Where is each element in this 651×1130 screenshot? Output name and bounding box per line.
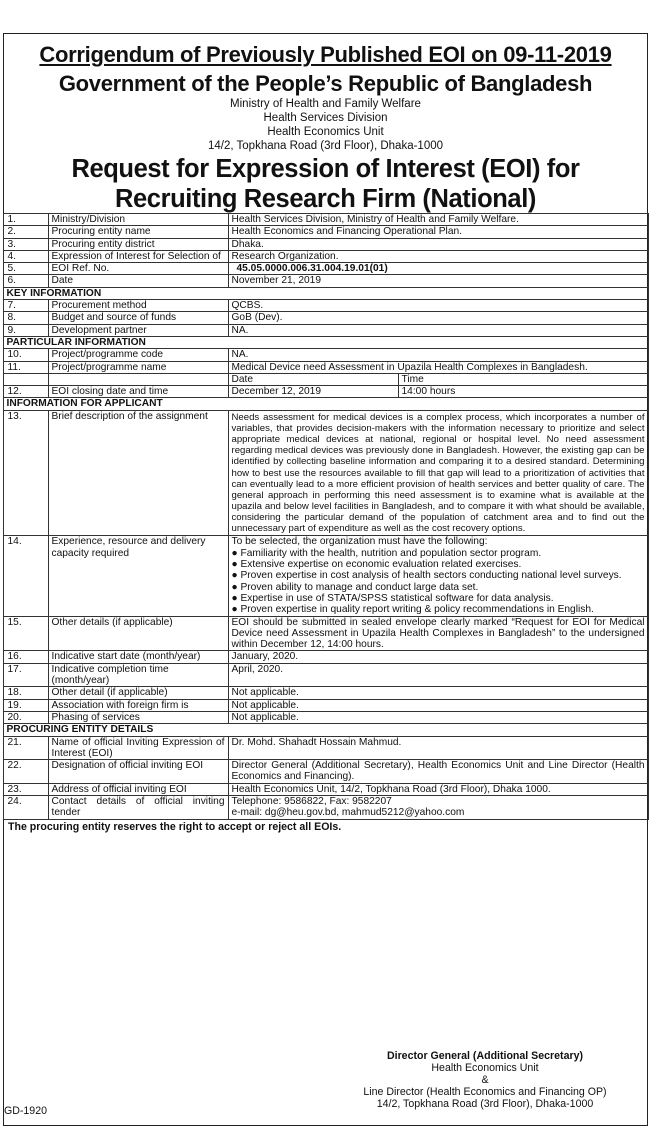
table-row (3, 263, 648, 275)
row-number: 4. (3, 250, 48, 262)
row-number: 9. (3, 324, 48, 336)
row-label: Procuring entity name (48, 226, 228, 238)
contact-phone: Telephone: 9586822, Fax: 9582207 (231, 796, 392, 807)
notice-header (4, 42, 647, 213)
eoi-notice (3, 33, 648, 1126)
official-name: Dr. Mohd. Shahadt Hossain Mahmud. (228, 736, 648, 760)
signatory-address: 14/2, Topkhana Road (3rd Floor), Dhaka-1000 (376, 1098, 594, 1110)
row-label: EOI closing date and time (48, 386, 228, 398)
row-label: Project/programme code (48, 349, 228, 361)
row-label: Phasing of services (48, 711, 228, 723)
row-number: 21. (3, 736, 48, 760)
reserve-rights-note: The procuring entity reserves the right to accept or reject all EOIs. (8, 820, 342, 833)
table-row (3, 711, 648, 723)
section-key-information: KEY INFORMATION (3, 287, 648, 299)
office-address: 14/2, Topkhana Road (3rd Floor), Dhaka-1000 (207, 140, 444, 152)
row-number: 22. (3, 760, 48, 784)
requirement-item: ● Expertise in use of STATA/SPSS statistical software for data analysis. (231, 592, 554, 604)
row-number: 1. (3, 214, 48, 226)
time-column-header: Time (398, 373, 648, 385)
table-row (3, 616, 648, 651)
table-row (3, 651, 648, 663)
row-value: Not applicable. (228, 687, 648, 699)
row-label: Address of official inviting EOI (48, 783, 228, 795)
row-number-empty (3, 373, 48, 385)
row-value: Medical Device need Assessment in Upazila Health Complexes in Bangladesh. (228, 361, 648, 373)
requirement-item: ● Proven expertise in cost analysis of health sectors conducting national level surveys. (231, 570, 622, 582)
table-row (3, 699, 648, 711)
ministry-name: Ministry of Health and Family Welfare (230, 98, 421, 110)
row-label-empty (48, 373, 228, 385)
unit-name: Health Economics Unit (267, 126, 384, 138)
row-number: 13. (3, 410, 48, 536)
row-label: Contact details of official inviting tender (48, 796, 228, 820)
row-label: Other detail (if applicable) (48, 687, 228, 699)
row-label: Experience, resource and delivery capacity required (48, 536, 228, 616)
section-information-for-applicant: INFORMATION FOR APPLICANT (3, 398, 648, 410)
row-number: 7. (3, 300, 48, 312)
corrigendum-title: Corrigendum of Previously Published EOI on 09-11-2019 (39, 42, 612, 67)
table-row (3, 275, 648, 287)
eoi-title-line2: Recruiting Research Firm (National) (114, 185, 536, 213)
row-value: Research Organization. (228, 250, 648, 262)
table-row (3, 361, 648, 373)
assignment-description: Needs assessment for medical devices is a complex process, which incorporates a number of variables, that provides decision-makers with the information necessary to prioritize and select appropriate medical devices at national, regional or hospital level. No need assessment regarding medical devices was previously done in Bangladesh. However, the existing gap can be identified by collecting baseline information and comparing it to a desired standard. Determining how to best use the resources available to fill that gap will lead to a prioritization of activities that can eventually lead to a more efficient provision of health services and better quality of care. The general approach in performing this need assessment is to examine what is available at the upazila and below level facilities in Bangladesh, and to compare it with what should be available, considering the particular demand of the population of catchment area and to find out the unnecessary part of expenditure as well as the cost recovery options. (228, 410, 648, 536)
row-number: 16. (3, 651, 48, 663)
table-row (3, 687, 648, 699)
row-label: Development partner (48, 324, 228, 336)
row-number: 6. (3, 275, 48, 287)
row-value: GoB (Dev). (228, 312, 648, 324)
row-label: Indicative start date (month/year) (48, 651, 228, 663)
table-row (3, 238, 648, 250)
section-particular-information: PARTICULAR INFORMATION (3, 336, 648, 348)
table-row (3, 312, 648, 324)
requirement-item: ● Extensive expertise on economic evaluation related exercises. (231, 559, 522, 571)
row-value: Dhaka. (228, 238, 648, 250)
section-procuring-entity-details: PROCURING ENTITY DETAILS (3, 724, 648, 736)
eoi-title-line1: Request for Expression of Interest (EOI) for (71, 155, 580, 183)
table-row (3, 349, 648, 361)
section-header (3, 287, 648, 299)
row-label: Association with foreign firm is (48, 699, 228, 711)
row-number: 19. (3, 699, 48, 711)
row-value: Health Services Division, Ministry of Health and Family Welfare. (228, 214, 648, 226)
signature-block (320, 1050, 650, 1110)
row-label: Expression of Interest for Selection of (48, 250, 228, 262)
signatory-unit: Health Economics Unit (431, 1062, 539, 1074)
row-value: January, 2020. (228, 651, 648, 663)
government-title: Government of the People’s Republic of Bangladesh (58, 71, 593, 96)
row-value: Not applicable. (228, 699, 648, 711)
eoi-table (3, 213, 649, 820)
row-value: Not applicable. (228, 711, 648, 723)
row-value: April, 2020. (228, 663, 648, 687)
closing-time: 14:00 hours (398, 386, 648, 398)
signatory-ampersand: & (481, 1074, 489, 1086)
eoi-ref-number: 45.05.0000.006.31.004.19.01(01) (228, 263, 648, 275)
table-row (3, 300, 648, 312)
official-address: Health Economics Unit, 14/2, Topkhana Road (3rd Floor), Dhaka 1000. (228, 783, 648, 795)
table-row (3, 536, 648, 616)
table-row (3, 783, 648, 795)
table-row (3, 214, 648, 226)
signatory-title: Director General (Additional Secretary) (386, 1050, 584, 1062)
section-header (3, 724, 648, 736)
row-label: Brief description of the assignment (48, 410, 228, 536)
date-column-header: Date (228, 373, 398, 385)
table-row (3, 386, 648, 398)
row-value: NA. (228, 349, 648, 361)
row-label: Procuring entity district (48, 238, 228, 250)
footer-code: GD-1920 (4, 1105, 47, 1117)
row-number: 11. (3, 361, 48, 373)
row-number: 23. (3, 783, 48, 795)
closing-date: December 12, 2019 (228, 386, 398, 398)
row-number: 10. (3, 349, 48, 361)
row-value: Health Economics and Financing Operational Plan. (228, 226, 648, 238)
contact-details (228, 796, 648, 820)
row-number: 18. (3, 687, 48, 699)
table-row (3, 796, 648, 820)
row-number: 14. (3, 536, 48, 616)
row-number: 24. (3, 796, 48, 820)
section-header (3, 398, 648, 410)
table-row (3, 250, 648, 262)
row-label: Other details (if applicable) (48, 616, 228, 651)
row-label: Project/programme name (48, 361, 228, 373)
row-number: 17. (3, 663, 48, 687)
row-number: 15. (3, 616, 48, 651)
row-value: NA. (228, 324, 648, 336)
requirement-item: ● Familiarity with the health, nutrition and population sector program. (231, 547, 542, 559)
section-header (3, 336, 648, 348)
table-row (3, 410, 648, 536)
contact-email[interactable]: e-mail: dg@heu.gov.bd, mahmud5212@yahoo.com (231, 807, 465, 819)
row-number: 2. (3, 226, 48, 238)
row-label: Name of official Inviting Expression of Interest (EOI) (48, 736, 228, 760)
row-label: Designation of official inviting EOI (48, 760, 228, 784)
table-row (3, 373, 648, 385)
row-label: Ministry/Division (48, 214, 228, 226)
row-value: QCBS. (228, 300, 648, 312)
table-row (3, 226, 648, 238)
requirement-item: ● Proven ability to manage and conduct large data set. (231, 581, 479, 593)
row-number: 5. (3, 263, 48, 275)
submission-details: EOI should be submitted in sealed envelope clearly marked “Request for EOI for Medical Device need Assessment in Upazila Health Complexes in Bangladesh” to the undersigned within December 12, 14:00 hours. (228, 616, 648, 651)
row-number: 20. (3, 711, 48, 723)
row-number: 3. (3, 238, 48, 250)
requirements-list (228, 536, 648, 616)
row-label: Date (48, 275, 228, 287)
division-name: Health Services Division (263, 112, 388, 124)
row-label: EOI Ref. No. (48, 263, 228, 275)
requirement-item: ● Proven expertise in quality report writing & policy recommendations in English. (231, 604, 594, 616)
official-designation: Director General (Additional Secretary), Health Economics Unit and Line Director (Health Economics and Financing). (228, 760, 648, 784)
signatory-line-director: Line Director (Health Economics and Financing OP) (363, 1086, 607, 1098)
table-row (3, 760, 648, 784)
row-label: Procurement method (48, 300, 228, 312)
requirements-intro: To be selected, the organization must have the following: (231, 536, 488, 548)
row-label: Indicative completion time (month/year) (48, 663, 228, 687)
row-value: November 21, 2019 (228, 275, 648, 287)
row-number: 12. (3, 386, 48, 398)
row-label: Budget and source of funds (48, 312, 228, 324)
table-row (3, 663, 648, 687)
table-row (3, 324, 648, 336)
table-row (3, 736, 648, 760)
row-number: 8. (3, 312, 48, 324)
